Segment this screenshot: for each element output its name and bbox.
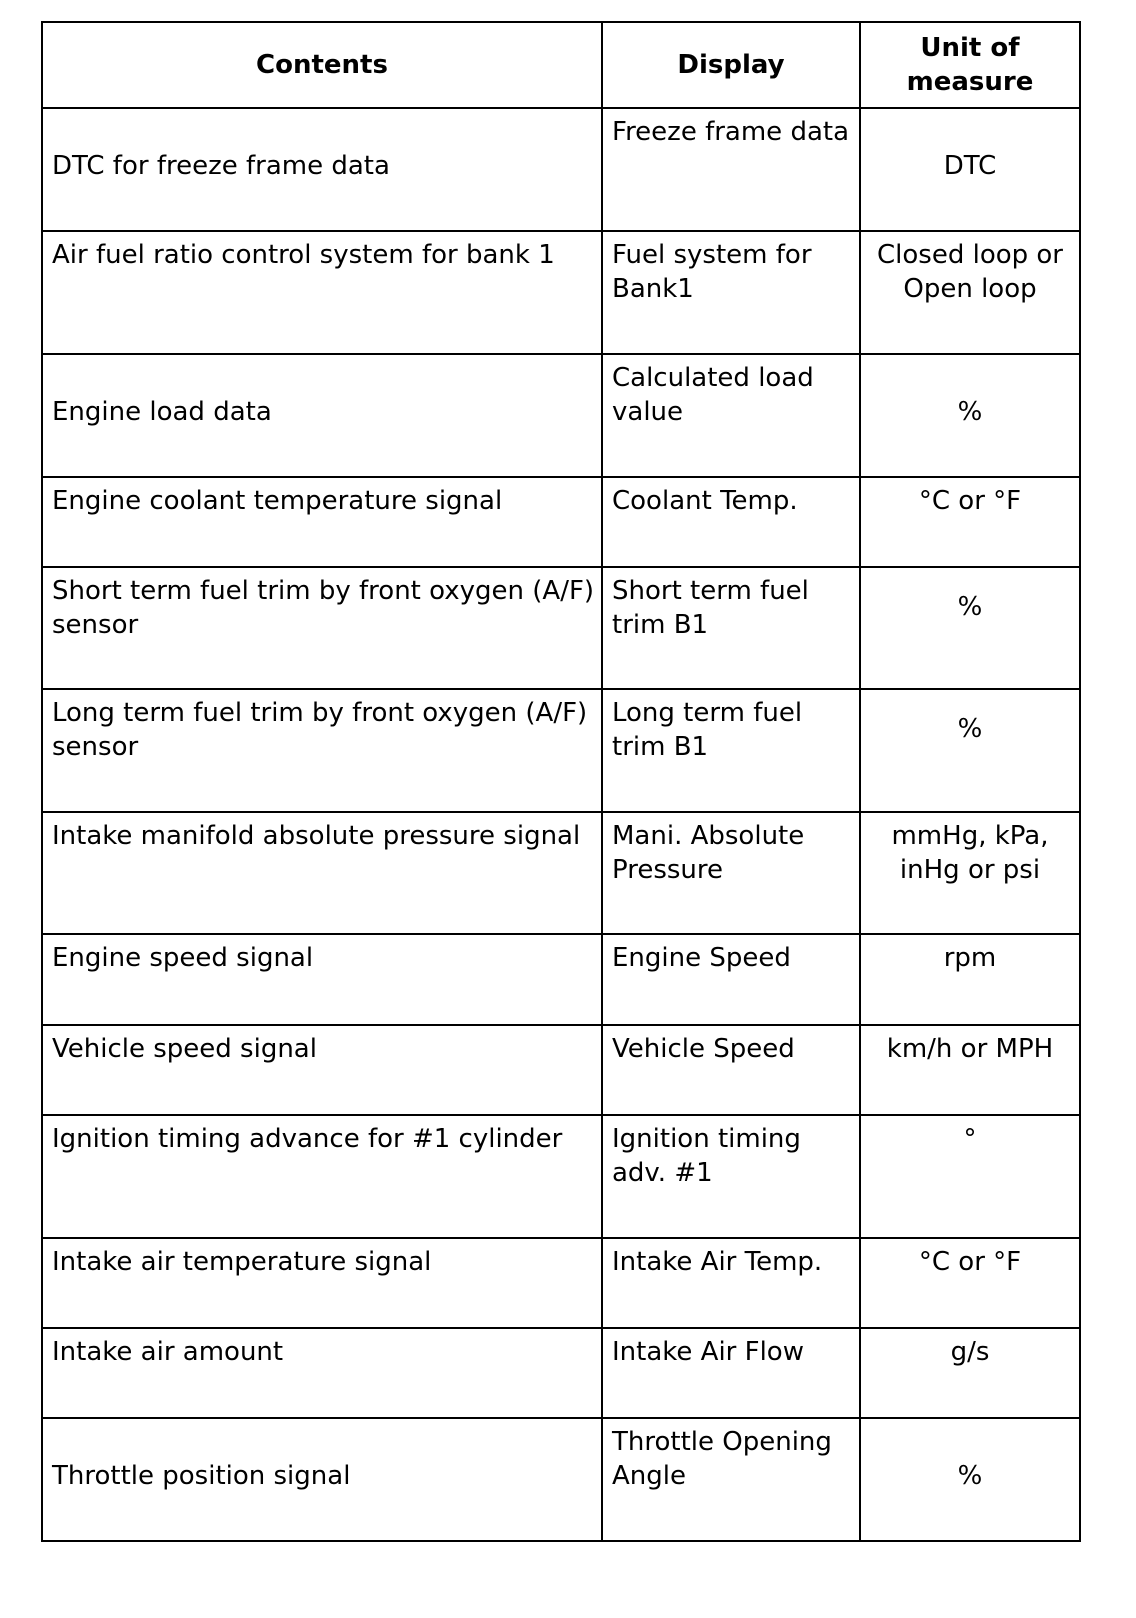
display-cell: Intake Air Flow xyxy=(602,1328,860,1418)
unit-cell: ° xyxy=(860,1115,1080,1238)
table-row xyxy=(42,1025,1080,1115)
table-row xyxy=(42,1115,1080,1238)
contents-cell: DTC for freeze frame data xyxy=(42,108,602,231)
display-cell: Vehicle Speed xyxy=(602,1025,860,1115)
unit-cell: % xyxy=(860,567,1080,689)
header-contents: Contents xyxy=(42,22,602,108)
unit-cell: % xyxy=(860,354,1080,477)
display-cell: Calculated load value xyxy=(602,354,860,477)
contents-cell: Intake air temperature signal xyxy=(42,1238,602,1328)
contents-cell: Air fuel ratio control system for bank 1 xyxy=(42,231,602,354)
table-row xyxy=(42,1418,1080,1541)
display-cell: Short term fuel trim B1 xyxy=(602,567,860,689)
contents-cell: Throttle position signal xyxy=(42,1418,602,1541)
header-row xyxy=(42,22,1080,108)
table-row xyxy=(42,567,1080,689)
table-row xyxy=(42,934,1080,1025)
table-row xyxy=(42,812,1080,934)
unit-cell: km/h or MPH xyxy=(860,1025,1080,1115)
unit-cell: % xyxy=(860,1418,1080,1541)
display-cell: Throttle Opening Angle xyxy=(602,1418,860,1541)
table-row xyxy=(42,477,1080,567)
header-display: Display xyxy=(602,22,860,108)
unit-cell: mmHg, kPa, inHg or psi xyxy=(860,812,1080,934)
unit-cell: DTC xyxy=(860,108,1080,231)
unit-cell: °C or °F xyxy=(860,1238,1080,1328)
unit-cell: g/s xyxy=(860,1328,1080,1418)
unit-cell: °C or °F xyxy=(860,477,1080,567)
contents-cell: Intake manifold absolute pressure signal xyxy=(42,812,602,934)
table-row xyxy=(42,689,1080,812)
contents-cell: Ignition timing advance for #1 cylinder xyxy=(42,1115,602,1238)
table-row xyxy=(42,1328,1080,1418)
freeze-frame-data-table xyxy=(41,21,1081,1542)
table-row xyxy=(42,1238,1080,1328)
contents-cell: Short term fuel trim by front oxygen (A/F) sensor xyxy=(42,567,602,689)
contents-cell: Vehicle speed signal xyxy=(42,1025,602,1115)
unit-cell: Closed loop or Open loop xyxy=(860,231,1080,354)
contents-cell: Engine coolant temperature signal xyxy=(42,477,602,567)
unit-cell: rpm xyxy=(860,934,1080,1025)
unit-cell: % xyxy=(860,689,1080,812)
contents-cell: Long term fuel trim by front oxygen (A/F) sensor xyxy=(42,689,602,812)
display-cell: Fuel system for Bank1 xyxy=(602,231,860,354)
contents-cell: Intake air amount xyxy=(42,1328,602,1418)
display-cell: Coolant Temp. xyxy=(602,477,860,567)
display-cell: Intake Air Temp. xyxy=(602,1238,860,1328)
contents-cell: Engine speed signal xyxy=(42,934,602,1025)
header-unit: Unit of measure xyxy=(860,22,1080,108)
contents-cell: Engine load data xyxy=(42,354,602,477)
display-cell: Ignition timing adv. #1 xyxy=(602,1115,860,1238)
display-cell: Mani. Absolute Pressure xyxy=(602,812,860,934)
table-row xyxy=(42,354,1080,477)
display-cell: Engine Speed xyxy=(602,934,860,1025)
table-row xyxy=(42,231,1080,354)
display-cell: Freeze frame data xyxy=(602,108,860,231)
display-cell: Long term fuel trim B1 xyxy=(602,689,860,812)
table-row xyxy=(42,108,1080,231)
